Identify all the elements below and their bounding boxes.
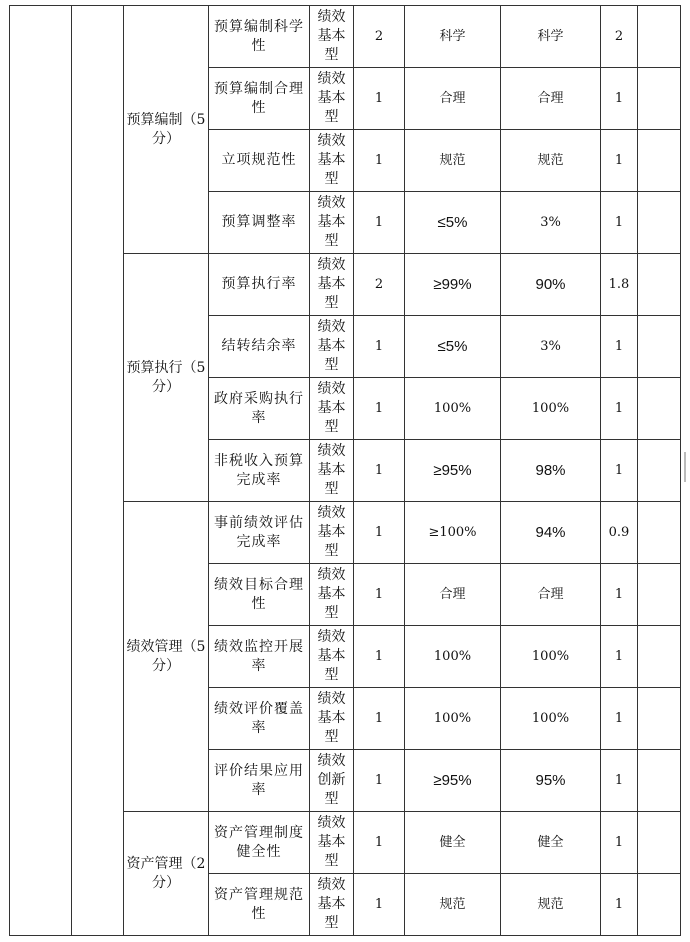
table-body <box>10 6 681 936</box>
actual-cell: 100% <box>501 688 601 750</box>
type-cell: 绩效基本型 <box>310 626 354 688</box>
empty-cell <box>638 254 681 316</box>
weight-cell: 1 <box>354 812 405 874</box>
score-cell: 1 <box>601 874 638 936</box>
actual-cell: 合理 <box>501 564 601 626</box>
weight-cell: 1 <box>354 874 405 936</box>
table-row <box>10 6 681 68</box>
actual-cell: 90% <box>501 254 601 316</box>
target-cell: 100% <box>405 626 501 688</box>
indicator-cell: 非税收入预算完成率 <box>209 440 310 502</box>
score-cell: 1 <box>601 378 638 440</box>
actual-cell: 3% <box>501 316 601 378</box>
weight-cell: 1 <box>354 192 405 254</box>
weight-cell: 1 <box>354 130 405 192</box>
target-cell: 规范 <box>405 130 501 192</box>
empty-cell <box>638 688 681 750</box>
score-cell: 1.8 <box>601 254 638 316</box>
indicator-cell: 政府采购执行率 <box>209 378 310 440</box>
blank-column-cell-1 <box>10 6 72 936</box>
actual-cell: 98% <box>501 440 601 502</box>
empty-cell <box>638 6 681 68</box>
weight-cell: 1 <box>354 316 405 378</box>
category-cell: 资产管理（2分） <box>124 812 209 936</box>
score-cell: 1 <box>601 130 638 192</box>
target-cell: 规范 <box>405 874 501 936</box>
actual-cell: 100% <box>501 626 601 688</box>
target-cell: ≤5% <box>405 316 501 378</box>
indicator-cell: 结转结余率 <box>209 316 310 378</box>
target-cell: ≥95% <box>405 750 501 812</box>
target-cell: 100% <box>405 688 501 750</box>
type-cell: 绩效基本型 <box>310 68 354 130</box>
weight-cell: 1 <box>354 378 405 440</box>
indicator-cell: 绩效监控开展率 <box>209 626 310 688</box>
empty-cell <box>638 192 681 254</box>
score-cell: 1 <box>601 626 638 688</box>
indicator-cell: 事前绩效评估完成率 <box>209 502 310 564</box>
target-cell: 科学 <box>405 6 501 68</box>
score-cell: 1 <box>601 316 638 378</box>
type-cell: 绩效基本型 <box>310 688 354 750</box>
actual-cell: 3% <box>501 192 601 254</box>
type-cell: 绩效基本型 <box>310 6 354 68</box>
target-cell: 100% <box>405 378 501 440</box>
empty-cell <box>638 440 681 502</box>
weight-cell: 1 <box>354 688 405 750</box>
weight-cell: 1 <box>354 502 405 564</box>
target-cell: ≥95% <box>405 440 501 502</box>
empty-cell <box>638 750 681 812</box>
type-cell: 绩效基本型 <box>310 254 354 316</box>
type-cell: 绩效基本型 <box>310 130 354 192</box>
empty-cell <box>638 564 681 626</box>
score-cell: 2 <box>601 6 638 68</box>
type-cell: 绩效基本型 <box>310 502 354 564</box>
empty-cell <box>638 874 681 936</box>
score-cell: 1 <box>601 688 638 750</box>
type-cell: 绩效基本型 <box>310 192 354 254</box>
performance-indicator-table <box>9 5 681 936</box>
type-cell: 绩效基本型 <box>310 440 354 502</box>
category-cell: 绩效管理（5分） <box>124 502 209 812</box>
type-cell: 绩效创新型 <box>310 750 354 812</box>
indicator-cell: 绩效目标合理性 <box>209 564 310 626</box>
target-cell: ≥100% <box>405 502 501 564</box>
indicator-cell: 绩效评价覆盖率 <box>209 688 310 750</box>
weight-cell: 1 <box>354 750 405 812</box>
score-cell: 1 <box>601 812 638 874</box>
score-cell: 1 <box>601 750 638 812</box>
actual-cell: 科学 <box>501 6 601 68</box>
target-cell: ≥99% <box>405 254 501 316</box>
target-cell: 合理 <box>405 68 501 130</box>
target-cell: ≤5% <box>405 192 501 254</box>
indicator-cell: 资产管理制度健全性 <box>209 812 310 874</box>
target-cell: 健全 <box>405 812 501 874</box>
page-edge-marker <box>684 452 686 482</box>
actual-cell: 健全 <box>501 812 601 874</box>
type-cell: 绩效基本型 <box>310 316 354 378</box>
empty-cell <box>638 68 681 130</box>
score-cell: 1 <box>601 440 638 502</box>
weight-cell: 1 <box>354 68 405 130</box>
empty-cell <box>638 130 681 192</box>
actual-cell: 规范 <box>501 130 601 192</box>
empty-cell <box>638 378 681 440</box>
actual-cell: 规范 <box>501 874 601 936</box>
score-cell: 1 <box>601 68 638 130</box>
score-cell: 1 <box>601 192 638 254</box>
type-cell: 绩效基本型 <box>310 812 354 874</box>
weight-cell: 1 <box>354 626 405 688</box>
actual-cell: 100% <box>501 378 601 440</box>
actual-cell: 94% <box>501 502 601 564</box>
type-cell: 绩效基本型 <box>310 874 354 936</box>
category-cell: 预算执行（5分） <box>124 254 209 502</box>
weight-cell: 1 <box>354 564 405 626</box>
indicator-cell: 预算执行率 <box>209 254 310 316</box>
score-cell: 1 <box>601 564 638 626</box>
empty-cell <box>638 316 681 378</box>
target-cell: 合理 <box>405 564 501 626</box>
indicator-cell: 立项规范性 <box>209 130 310 192</box>
type-cell: 绩效基本型 <box>310 564 354 626</box>
category-cell: 预算编制（5分） <box>124 6 209 254</box>
type-cell: 绩效基本型 <box>310 378 354 440</box>
indicator-cell: 预算编制科学性 <box>209 6 310 68</box>
empty-cell <box>638 812 681 874</box>
actual-cell: 合理 <box>501 68 601 130</box>
indicator-cell: 资产管理规范性 <box>209 874 310 936</box>
empty-cell <box>638 626 681 688</box>
indicator-cell: 评价结果应用率 <box>209 750 310 812</box>
actual-cell: 95% <box>501 750 601 812</box>
weight-cell: 2 <box>354 254 405 316</box>
weight-cell: 2 <box>354 6 405 68</box>
score-cell: 0.9 <box>601 502 638 564</box>
indicator-cell: 预算调整率 <box>209 192 310 254</box>
blank-column-cell-2 <box>72 6 124 936</box>
indicator-cell: 预算编制合理性 <box>209 68 310 130</box>
weight-cell: 1 <box>354 440 405 502</box>
empty-cell <box>638 502 681 564</box>
